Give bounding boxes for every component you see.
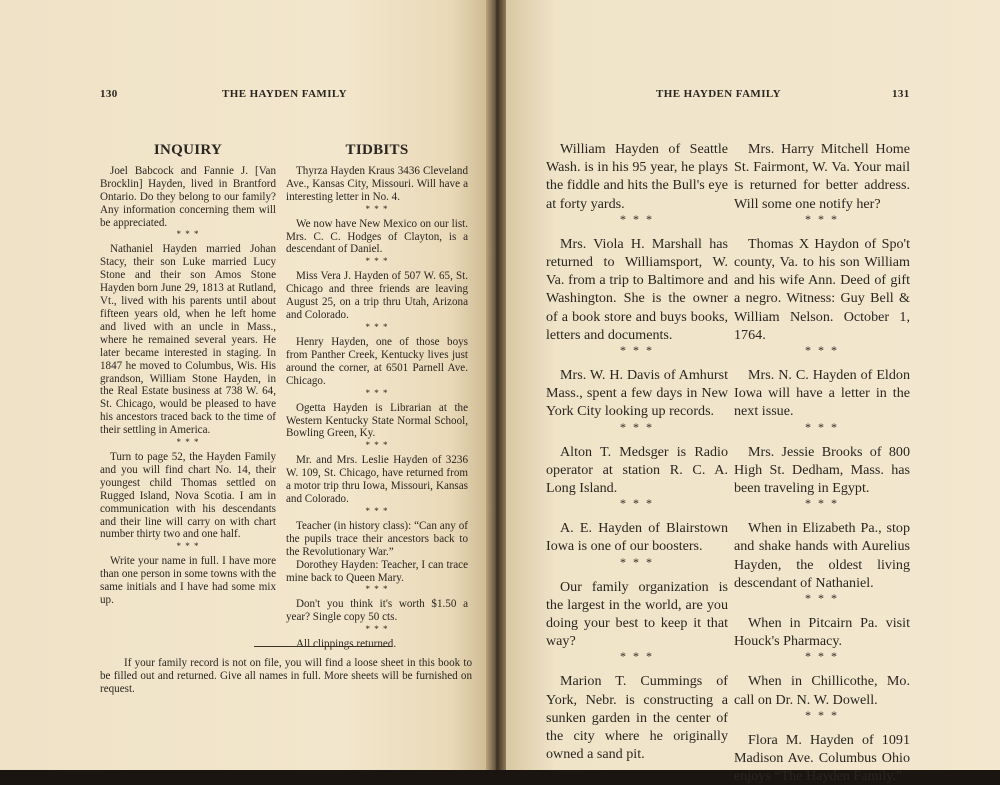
news-item: When in Chillicothe, Mo. call on Dr. N. W. Dowell. [734, 673, 910, 708]
left-page-number: 130 [100, 88, 118, 100]
separator: * * * [365, 505, 389, 516]
separator: * * * [176, 437, 200, 448]
news-item: Thomas X Haydon of Spo't county, Va. to his son William and his wife Ann. Deed of gift a negro. Witness: Guy Bell & William Nelson. October 1, 1764. [734, 235, 910, 343]
tidbit-item: All clippings returned. [296, 638, 397, 651]
right-page [506, 0, 1000, 785]
tidbit-item: Ogetta Hayden is Librarian at the Western Kentucky State Normal School, Bowling Green, Ky. [286, 401, 468, 440]
separator: * * * [620, 649, 654, 664]
separator: * * * [805, 419, 839, 434]
separator: * * * [365, 321, 389, 332]
news-item: William Hayden of Seattle Wash. is in his 95 year, he plays the fiddle and hits the Bull's eye at forty yards. [546, 141, 728, 212]
separator: * * * [805, 496, 839, 511]
left-running-head: THE HAYDEN FAMILY [222, 88, 347, 100]
tidbit-item: Mr. and Mrs. Leslie Hayden of 3236 W. 109, St. Chicago, have returned from a motor trip thru Iowa, Missouri, Kansas and Colorado. [286, 454, 468, 506]
news-item: Alton T. Medsger is Radio operator at station R. C. A. Long Island. [546, 443, 728, 497]
separator: * * * [176, 541, 200, 552]
tidbit-item: Miss Vera J. Hayden of 507 W. 65, St. Chicago and three friends are leaving August 25, on a trip thru Utah, Arizona and Colorado. [286, 270, 468, 322]
right-left-column [546, 140, 728, 763]
right-right-column [734, 140, 910, 785]
footer-note [100, 657, 472, 696]
separator: * * * [620, 496, 654, 511]
separator: * * * [805, 649, 839, 664]
news-item: Marion T. Cummings of York, Nebr. is constructing a sunken garden in the center of the city where he originally owned a sand pit. [546, 673, 728, 763]
footer-rule [254, 646, 392, 647]
right-running-head: THE HAYDEN FAMILY [656, 88, 781, 100]
separator: * * * [365, 203, 389, 214]
inquiry-heading: INQUIRY [153, 142, 223, 158]
separator: * * * [365, 387, 389, 398]
separator: * * * [805, 211, 839, 226]
separator: * * * [805, 343, 839, 358]
news-item: Mrs. Jessie Brooks of 800 High St. Dedham, Mass. has been traveling in Egypt. [734, 443, 910, 497]
footer-note-text: If your family record is not on file, you will find a loose sheet in this book to be filled out and returned. Give all names in full. More sheets will be furnished on request. [100, 657, 472, 695]
separator: * * * [365, 256, 389, 267]
news-item: A. E. Hayden of Blairstown Iowa is one of our boosters. [546, 520, 728, 555]
news-item: When in Elizabeth Pa., stop and shake hands with Aurelius Hayden, the oldest living descendant of Nathaniel. [734, 520, 910, 591]
inquiry-item: Nathaniel Hayden married Johan Stacy, their son Luke married Lucy Stone and their son Amos Stone Hayden born June 29, 1813 at Rutland, Vt., lived with his parents until about fifteen years old, when he left home and lived with an uncle in Mass., where he remained several years. He later became interested in staging. In 1847 he moved to Columbus, Wis. His grandson, William Stone Hayden, in the Real Estate business at 738 W. 64, St. Chicago, would be pleased to have his ancestors traced back to the time of their settling in America. [100, 243, 276, 437]
separator: * * * [620, 419, 654, 434]
separator: * * * [620, 554, 654, 569]
tidbit-item: Teacher (in history class): “Can any of the pupils trace their ancestors back to the Revolutionary War.” [286, 519, 468, 558]
news-item: Mrs. N. C. Hayden of Eldon Iowa will have a letter in the next issue. [734, 367, 910, 420]
tidbits-column [286, 144, 468, 651]
tidbit-item: We now have New Mexico on our list. Mrs. C. C. Hodges of Clayton, is a descendant of Daniel. [286, 217, 468, 256]
inquiry-item: Turn to page 52, the Hayden Family and you will find chart No. 14, their youngest child Thomas settled on Rugged Island, Nova Scotia. I am in communication with his descendants and their line will carry on with chart number thirty two and one half. [100, 451, 276, 541]
separator: * * * [620, 211, 654, 226]
separator: * * * [805, 707, 839, 722]
news-item: Mrs. Viola H. Marshall has returned to Williamsport, W. Va. from a trip to Baltimore and Washington. She is the owner of a book store and buys books, letters and documents. [546, 235, 728, 343]
right-page-number: 131 [892, 88, 910, 100]
tidbit-item: Thyrza Hayden Kraus 3436 Cleveland Ave., Kansas City, Missouri. Will have a interesting letter in No. 4. [286, 164, 468, 203]
news-item: When in Pitcairn Pa. visit Houck's Pharmacy. [734, 615, 910, 650]
left-page [0, 0, 490, 770]
separator: * * * [176, 229, 200, 240]
tidbit-item: Henry Hayden, one of those boys from Panther Creek, Kentucky lives just around the corner, at 6501 Parnell Ave. Chicago. [286, 335, 468, 387]
inquiry-column [100, 144, 276, 607]
separator: * * * [365, 624, 389, 635]
news-item: Mrs. Harry Mitchell Home St. Fairmont, W. Va. Your mail is returned for better address. Will some one notify her? [734, 141, 910, 212]
tidbit-item: Don't you think it's worth $1.50 a year? Single copy 50 cts. [286, 598, 468, 624]
inquiry-item: Write your name in full. I have more than one person in some towns with the same initials and I have had some mix up. [100, 555, 276, 607]
tidbits-heading: TIDBITS [345, 142, 409, 158]
news-item: Mrs. W. H. Davis of Amhurst Mass., spent a few days in New York City looking up records. [546, 367, 728, 420]
book-gutter [486, 0, 506, 770]
separator: * * * [365, 584, 389, 595]
tidbit-item: Dorothey Hayden: Teacher, I can trace mine back to Queen Mary. [286, 558, 468, 584]
news-item: Flora M. Hayden of 1091 Madison Ave. Columbus Ohio enjoys “The Hayden Family.” [734, 731, 910, 785]
inquiry-item: Joel Babcock and Fannie J. [Van Brocklin] Hayden, lived in Brantford Ontario. Do they belong to our family? Any information concerning them will be appreciated. [100, 164, 276, 229]
separator: * * * [365, 440, 389, 451]
separator: * * * [620, 343, 654, 358]
separator: * * * [805, 591, 839, 606]
news-item: Our family organization is the largest in the world, are you doing your best to keep it that way? [546, 578, 728, 650]
